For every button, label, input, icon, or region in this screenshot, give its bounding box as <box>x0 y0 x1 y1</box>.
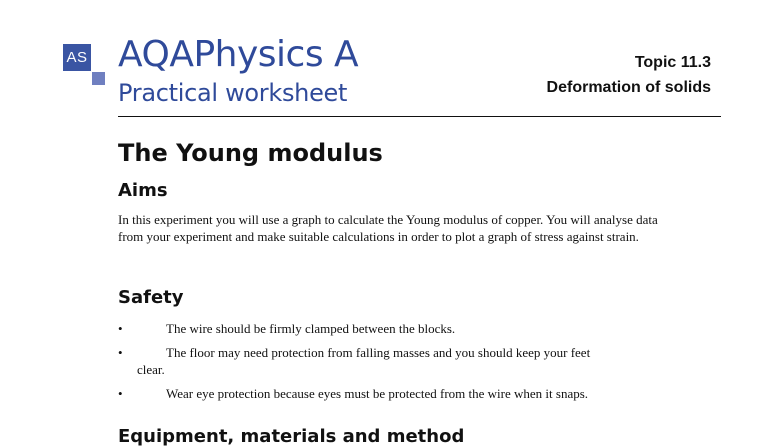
safety-item-text-continued: clear. <box>137 362 165 377</box>
list-item <box>118 320 678 337</box>
topic-title: Deformation of solids <box>546 79 711 96</box>
topic-block <box>547 50 711 100</box>
topic-number: Topic 11.3 <box>634 54 711 71</box>
aqa-logo <box>118 34 358 76</box>
bullet-glyph: • <box>118 345 123 360</box>
safety-item-text: The wire should be firmly clamped between the blocks. <box>166 321 456 336</box>
equipment-heading: Equipment, materials and method <box>118 426 465 447</box>
aims-heading: Aims <box>118 180 168 201</box>
header-divider <box>118 116 721 117</box>
badge-accent-square <box>92 72 105 85</box>
bullet-glyph: • <box>118 321 123 336</box>
aims-paragraph: In this experiment you will use a graph to calculate the Young modulus of copper. You will analyse data from your experiment and make suitable calculations in order to plot a graph of stress against strain. <box>118 212 658 244</box>
list-item <box>118 344 678 378</box>
document-title: The Young modulus <box>118 139 383 167</box>
safety-item-text: Wear eye protection because eyes must be protected from the wire when it snaps. <box>166 386 589 401</box>
logo-subtitle: Practical worksheet <box>118 79 348 107</box>
safety-item-text: The floor may need protection from falling masses and you should keep your feet <box>166 345 591 360</box>
logo-brand: AQA <box>118 34 194 75</box>
logo-subject: Physics A <box>193 34 359 75</box>
list-item <box>118 385 678 402</box>
as-level-badge: AS <box>63 44 91 71</box>
safety-heading: Safety <box>118 287 184 308</box>
bullet-glyph: • <box>118 386 123 401</box>
safety-list <box>118 320 678 409</box>
